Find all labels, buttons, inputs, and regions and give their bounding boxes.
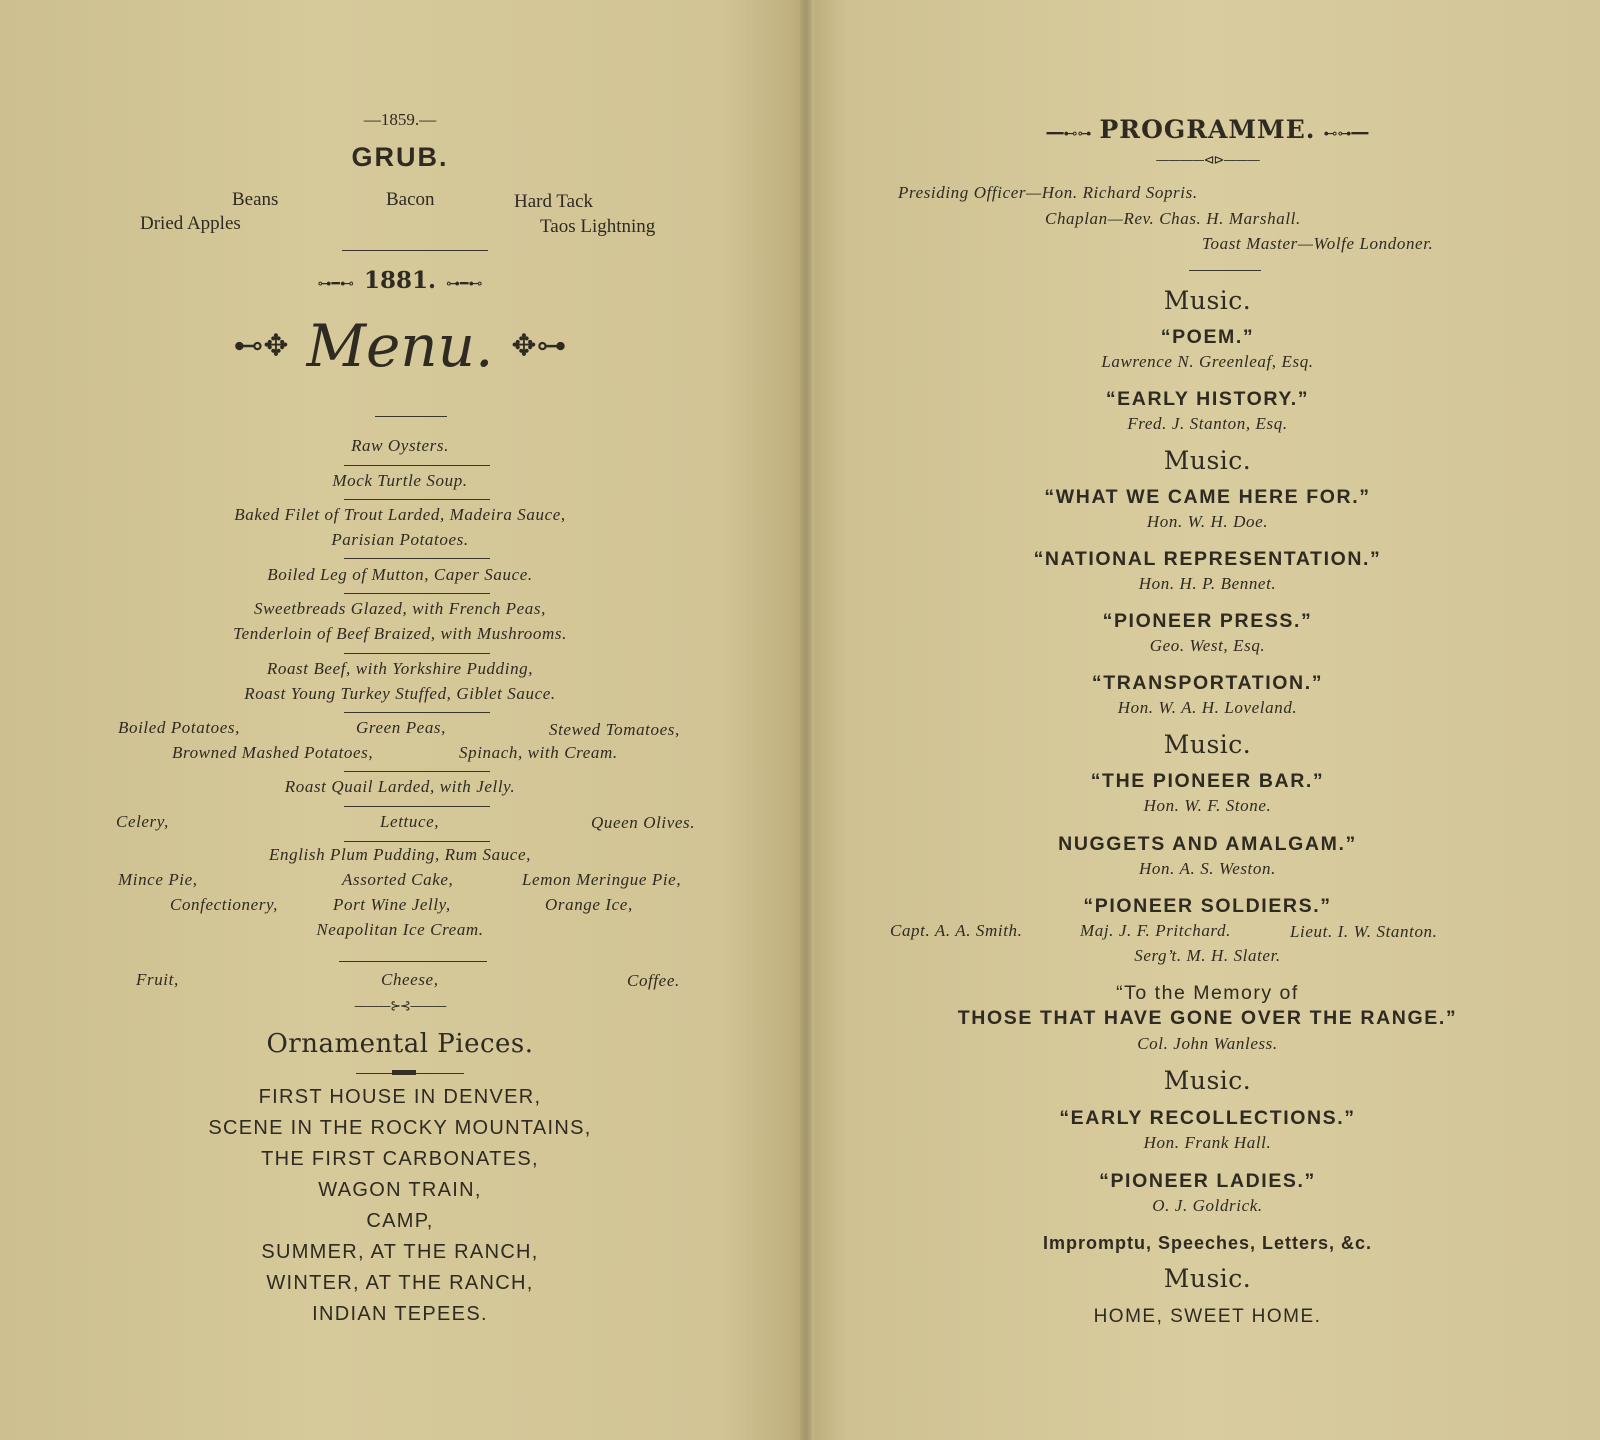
- grub-item-taos-lightning: Taos Lightning: [540, 216, 656, 237]
- menu-item: Cheese,: [381, 970, 439, 989]
- ornamental-pieces-title: Ornamental Pieces.: [266, 1029, 534, 1059]
- ornamental-item: CAMP,: [366, 1210, 434, 1232]
- ornamental-item: SCENE IN THE ROCKY MOUNTAINS,: [208, 1117, 592, 1139]
- toast-title: “PIONEER SOLDIERS.”: [1083, 895, 1332, 917]
- music-label: Music.: [1163, 730, 1252, 759]
- divider: [344, 465, 490, 466]
- chaplain: Chaplan—Rev. Chas. H. Marshall.: [1045, 209, 1301, 228]
- toast-title: “WHAT WE CAME HERE FOR.”: [1044, 486, 1371, 508]
- menu-item: Tenderloin of Beef Braized, with Mushrooms.: [233, 624, 567, 643]
- toast-title: “NATIONAL REPRESENTATION.”: [1033, 548, 1382, 570]
- divider: [344, 499, 490, 500]
- menu-item: Lemon Meringue Pie,: [522, 870, 682, 889]
- divider: [344, 558, 490, 559]
- menu-item: Boiled Potatoes,: [118, 718, 240, 737]
- grub-item-hard-tack: Hard Tack: [514, 191, 594, 212]
- menu-heading: [0, 312, 800, 380]
- divider: [1189, 270, 1261, 271]
- toast-speaker: Capt. A. A. Smith.: [890, 921, 1023, 940]
- ornamental-item: WAGON TRAIN,: [318, 1179, 482, 1201]
- divider: [344, 806, 490, 807]
- toast-title: “POEM.”: [1160, 326, 1255, 348]
- toast-speaker: Hon. W. H. Doe.: [1146, 512, 1269, 531]
- menu-item: Roast Young Turkey Stuffed, Giblet Sauce.: [244, 684, 556, 703]
- menu-item: Confectionery,: [170, 895, 279, 914]
- menu-item: Boiled Leg of Mutton, Caper Sauce.: [267, 565, 533, 584]
- menu-item: Orange Ice,: [545, 895, 633, 914]
- menu-item: Raw Oysters.: [351, 436, 449, 455]
- menu-item: Roast Quail Larded, with Jelly.: [284, 777, 516, 796]
- toast-title: “PIONEER PRESS.”: [1102, 610, 1313, 632]
- menu-title: Menu.: [306, 312, 494, 380]
- divider: [375, 416, 447, 417]
- menu-item: Roast Beef, with Yorkshire Pudding,: [266, 659, 534, 678]
- memorial-line: “To the Memory of: [1116, 982, 1299, 1004]
- music-label: Music.: [1163, 446, 1252, 475]
- divider: [339, 961, 487, 962]
- menu-item: Lettuce,: [380, 812, 440, 831]
- year-1859: —1859.—: [363, 110, 437, 129]
- menu-item: Spinach, with Cream.: [459, 743, 618, 762]
- grub-item-dried-apples: Dried Apples: [140, 213, 241, 234]
- toast-title: “EARLY HISTORY.”: [1105, 388, 1310, 410]
- toast-speaker: Maj. J. F. Pritchard.: [1080, 921, 1231, 940]
- menu-item: Coffee.: [627, 971, 680, 990]
- scroll-right-icon: ⊷⊶━━: [1323, 126, 1369, 142]
- toast-speaker: Geo. West, Esq.: [1149, 636, 1266, 655]
- divider: [344, 593, 490, 594]
- divider: [342, 250, 488, 251]
- scroll-left-icon: ⊶━⊷: [317, 276, 354, 292]
- ornamental-item: SUMMER, AT THE RANCH,: [261, 1241, 539, 1263]
- toast-speaker: Hon. A. S. Weston.: [1139, 859, 1276, 878]
- toast-speaker: Hon. W. F. Stone.: [1143, 796, 1272, 815]
- programme-title: PROGRAMME.: [1099, 115, 1316, 144]
- music-label: Music.: [1163, 1066, 1252, 1095]
- toast-speaker: Lieut. I. W. Stanton.: [1290, 922, 1438, 941]
- ornamental-item: WINTER, AT THE RANCH,: [266, 1272, 534, 1294]
- ornamental-item: INDIAN TEPEES.: [312, 1303, 488, 1325]
- toast-speaker: Col. John Wanless.: [1137, 1034, 1278, 1053]
- menu-item: Stewed Tomatoes,: [549, 720, 680, 739]
- divider: [344, 712, 490, 713]
- grub-title: GRUB.: [351, 142, 449, 172]
- toast-title: “THE PIONEER BAR.”: [1090, 770, 1325, 792]
- presiding-officer: Presiding Officer—Hon. Richard Sopris.: [898, 183, 1198, 202]
- divider: [344, 653, 490, 654]
- menu-item: Mince Pie,: [118, 870, 198, 889]
- center-fold: [800, 0, 814, 1440]
- closing-song: HOME, SWEET HOME.: [1093, 1306, 1322, 1327]
- menu-item: Assorted Cake,: [342, 870, 454, 889]
- grub-item-bacon: Bacon: [386, 189, 435, 210]
- small-ornament-icon: ———⊱⊰———: [354, 999, 446, 1014]
- toast-title: NUGGETS AND AMALGAM.”: [1058, 833, 1357, 855]
- divider: [344, 841, 490, 842]
- menu-item: Browned Mashed Potatoes,: [172, 743, 374, 762]
- programme-heading: [815, 115, 1600, 144]
- menu-item: Queen Olives.: [591, 813, 696, 832]
- year-1881: 1881.: [363, 267, 437, 294]
- menu-item: Celery,: [116, 812, 169, 831]
- divider: [344, 771, 490, 772]
- toast-speaker: O. J. Goldrick.: [1152, 1196, 1263, 1215]
- scroll-left-icon: ━━⊷⊶: [1046, 126, 1092, 142]
- dash-ornament-icon: [392, 1070, 416, 1075]
- menu-item: Neapolitan Ice Cream.: [316, 920, 484, 939]
- menu-item: Port Wine Jelly,: [333, 895, 451, 914]
- menu-item: Fruit,: [136, 970, 179, 989]
- menu-item: Sweetbreads Glazed, with French Peas,: [254, 599, 546, 618]
- toast-speaker: Fred. J. Stanton, Esq.: [1127, 414, 1288, 433]
- music-label: Music.: [1163, 286, 1252, 315]
- toast-title: “PIONEER LADIES.”: [1099, 1170, 1316, 1192]
- year-1881-heading: [0, 267, 800, 294]
- toast-title: THOSE THAT HAVE GONE OVER THE RANGE.”: [957, 1007, 1458, 1029]
- menu-item: Baked Filet of Trout Larded, Madeira Sauce,: [234, 505, 566, 524]
- toast-title: “EARLY RECOLLECTIONS.”: [1059, 1107, 1356, 1129]
- menu-item: Mock Turtle Soup.: [332, 471, 468, 490]
- toast-speaker: Hon. W. A. H. Loveland.: [1117, 698, 1298, 717]
- toast-speaker: Serg’t. M. H. Slater.: [1134, 946, 1281, 965]
- menu-item: Parisian Potatoes.: [331, 530, 469, 549]
- menu-item: Green Peas,: [356, 718, 446, 737]
- toast-speaker: Hon. Frank Hall.: [1143, 1133, 1272, 1152]
- flourish-right-icon: ✥⊶: [511, 328, 567, 364]
- toast-speaker: Lawrence N. Greenleaf, Esq.: [1101, 352, 1314, 371]
- impromptu-line: Impromptu, Speeches, Letters, &c.: [1042, 1233, 1373, 1253]
- grub-item-beans: Beans: [232, 189, 279, 210]
- ornamental-item: THE FIRST CARBONATES,: [261, 1148, 539, 1170]
- small-ornament-icon: ————⊲⊳———: [1155, 153, 1260, 168]
- scroll-right-icon: ⊶━⊷: [446, 276, 483, 292]
- music-label: Music.: [1163, 1264, 1252, 1293]
- right-page-programme: [815, 0, 1600, 1440]
- flourish-left-icon: ⊷✥: [233, 328, 289, 364]
- ornamental-item: FIRST HOUSE IN DENVER,: [258, 1086, 542, 1108]
- toast-title: “TRANSPORTATION.”: [1091, 672, 1324, 694]
- toast-master: Toast Master—Wolfe Londoner.: [1202, 234, 1434, 253]
- menu-item: English Plum Pudding, Rum Sauce,: [269, 845, 531, 864]
- toast-speaker: Hon. H. P. Bennet.: [1138, 574, 1277, 593]
